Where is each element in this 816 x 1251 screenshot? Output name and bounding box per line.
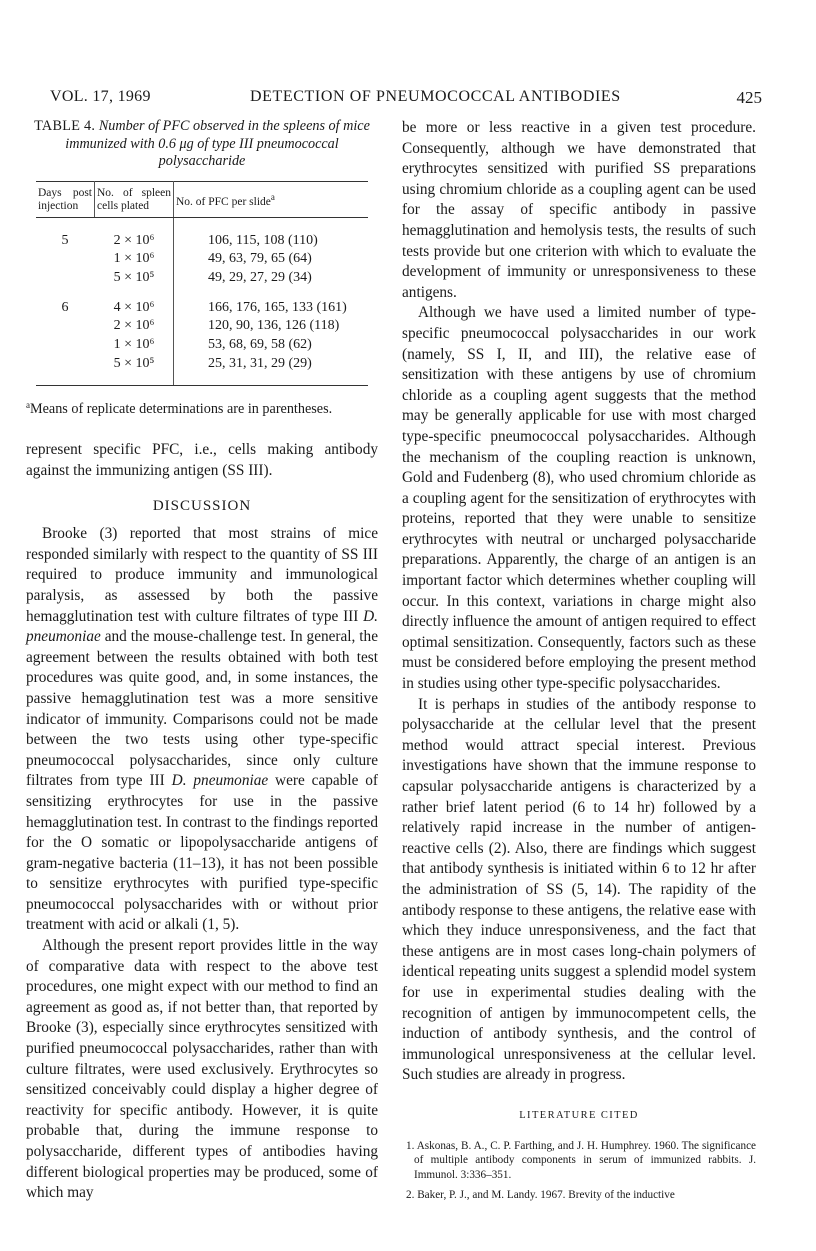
table-footnote (26, 396, 378, 418)
col-header-pfc-text: No. of PFC per slide (176, 195, 271, 208)
table-row (36, 317, 368, 336)
body-paragraph: Although the present report provides little in the way of comparative data with respect to the above test procedures, one might expect with our method to find an agreement as good as, if not better than, that reported by Brooke (3), especially since erythrocytes sensitized with purified pneumococcal polysaccharides, rather than with culture filtrates, were used exclusively. Erythrocytes so sensitized conceivably could display a higher degree of reactivity for specific antibody. However, it is quite probable that, during the immune response to polysaccharide, different types of antibodies having different biological properties may be produced, some of which may (26, 937, 378, 1202)
pfc-cell: 49, 63, 79, 65 (64) (208, 251, 312, 267)
pfc-cell: 166, 176, 165, 133 (161) (208, 299, 347, 315)
body-paragraph: be more or less reactive in a given test procedure. Consequently, although we have demonstrated that erythrocytes sensitized with purified SS preparations using chromium chloride as a coupling agent can be used for the assay of specific antibody in passive hemagglutination and hemolysis tests, the results of such tests provide but one criterion with which to evaluate the development of immunity or unresponsiveness to these antigens. (402, 119, 756, 301)
cells-cell: 1 × 10⁶ (95, 250, 174, 269)
running-title: DETECTION OF PNEUMOCOCCAL ANTIBODIES (250, 88, 621, 105)
right-column (402, 118, 756, 1208)
pfc-cell: 53, 68, 69, 58 (62) (208, 337, 312, 353)
table-row (36, 355, 368, 386)
running-header (50, 88, 762, 110)
cells-cell: 4 × 10⁶ (95, 299, 174, 318)
volume-label: VOL. 17, 1969 (50, 88, 151, 105)
col-header-days: Days post injection (36, 181, 95, 217)
table-label: TABLE 4. (34, 118, 96, 134)
days-cell: 5 (61, 232, 69, 248)
col-header-pfc (174, 181, 369, 217)
cells-cell: 5 × 10⁵ (95, 269, 174, 288)
cells-cell: 2 × 10⁶ (95, 317, 174, 336)
table-row (36, 217, 368, 250)
reference-item: 1. Askonas, B. A., C. P. Farthing, and J. H. Humphrey. 1960. The significance of multiple antibody components in serum of immunized rabbits. J. Immunol. 3:336–351. (406, 1139, 756, 1182)
table-footnote-text: Means of replicate determinations are in parentheses. (30, 401, 333, 418)
footnote-marker: a (26, 400, 30, 411)
pfc-cell: 49, 29, 27, 29 (34) (208, 269, 312, 285)
table-row (36, 269, 368, 288)
cells-cell: 1 × 10⁶ (95, 336, 174, 355)
species-name: D. pneumoniae (26, 607, 378, 646)
table-caption (26, 118, 378, 171)
literature-cited-heading: LITERATURE CITED (519, 1109, 639, 1121)
col-header-cells: No. of spleen cells plated (95, 181, 174, 217)
page-number: 425 (736, 88, 762, 107)
pfc-cell: 106, 115, 108 (110) (208, 232, 318, 248)
species-name: D. pneumoniae (171, 772, 269, 790)
cells-cell: 2 × 10⁶ (95, 217, 174, 250)
continuation-paragraph: represent specific PFC, i.e., cells making antibody against the immunizing antigen (SS III). (26, 441, 378, 480)
body-paragraph: Although we have used a limited number of type-specific pneumococcal polysaccharides in our work (namely, SS I, II, and III), the relative ease of sensitization with these antigens by use of chromium chloride as a coupling agent suggests that the method may be generally applicable for use with most charged type-specific pneumococcal polysaccharides. Although the mechanism of the coupling reaction is unknown, Gold and Fudenberg (8), who used chromium chloride as a coupling agent for the sensitization of erythrocytes with proteins, reported that they were unable to sensitize erythrocytes with neutral or uncharged polysaccharide preparations. Apparently, the charge of an antigen is an important factor which determines whether coupling will occur. In this context, variations in charge might also directly influence the amount of antigen required to effect optimal sensitization. Consequently, factors such as these must be considered before employing the present method in studies using other type-specific polysaccharides. (402, 304, 756, 693)
table-row (36, 299, 368, 318)
footnote-marker: a (270, 191, 275, 202)
reference-item: 2. Baker, P. J., and M. Landy. 1967. Brevity of the inductive (406, 1188, 675, 1201)
section-heading-discussion: DISCUSSION (152, 497, 252, 514)
table-caption-text: Number of PFC observed in the spleens of mice immunized with 0.6 μg of type III pneumococcal polysaccharide (65, 118, 370, 169)
pfc-cell: 25, 31, 31, 29 (29) (174, 355, 369, 386)
left-column (26, 118, 378, 1204)
pfc-table (36, 181, 368, 387)
body-paragraph: It is perhaps in studies of the antibody response to polysaccharide at the cellular level that the present method would attract special interest. Previous investigations have shown that the immune response to capsular polysaccharide antigens is characterized by a rather brief latent period (6 to 14 hr) followed by a relatively rapid increase in the number of antigen-reactive cells (2). Also, there are findings which suggest that antibody synthesis is initiated within 6 to 12 hr after the administration of SS (5, 14). The rapidity of the antibody response to these antigens, the relative ease with which they induce unresponsiveness, and the fact that these antigens are in most cases long-chain polymers of identical repeating units suggest a splendid model system for use in experimental studies dealing with the recognition of antigen by immunocompetent cells, the induction of antibody synthesis, and the control of immunological unresponsiveness at the cellular level. Such studies are already in progress. (402, 695, 756, 1084)
table-row (36, 250, 368, 269)
table-row (36, 336, 368, 355)
cells-cell: 5 × 10⁵ (95, 355, 174, 386)
pfc-cell: 120, 90, 136, 126 (118) (208, 318, 340, 334)
days-cell: 6 (61, 299, 69, 315)
reference-list (402, 1139, 756, 1203)
body-paragraph: Brooke (3) reported that most strains of mice responded similarly with respect to the quantity of SS III required to produce immunity and immunological paralysis, as assessed by both the passive hemagglutination test with culture filtrates of type III D. pneumoniae and the mouse-challenge test. In general, the agreement between the results obtained with both test procedures was quite good, and, in some instances, the passive hemagglutination test was a more sensitive indicator of immunity. Comparisons could not be made between the two tests using other type-specific pneumococcal polysaccharides, since only culture filtrates from type III D. pneumoniae were capable of sensitizing erythrocytes for use in the passive hemagglutination test. In contrast to the findings reported for the O somatic or lipopolysaccharide antigens of gram-negative bacteria (11–13), it has not been possible to sensitize erythrocytes with purified type-specific pneumococcal polysaccharides with or without prior treatment with acid or alkali (1, 5). (26, 525, 379, 934)
